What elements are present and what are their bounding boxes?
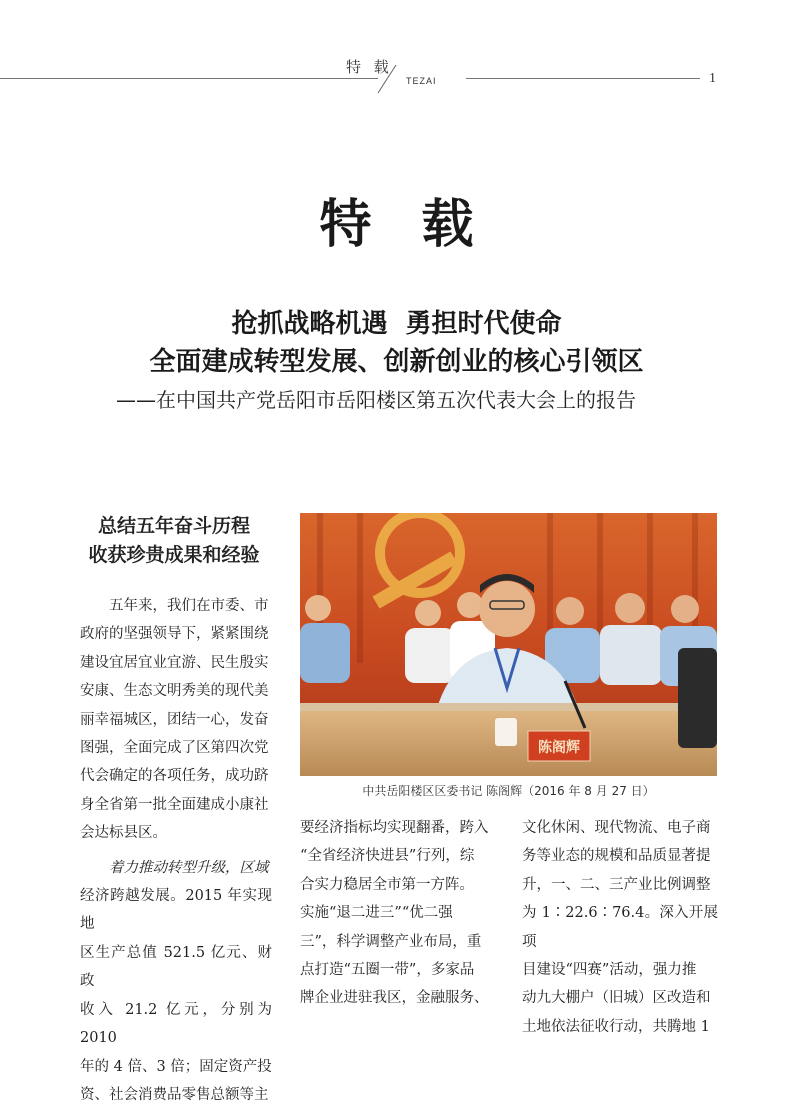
paragraph-line: 三”，科学调整产业布局，重	[300, 933, 482, 950]
paragraph-line: 务等业态的规模和品质显著提	[522, 848, 711, 865]
paragraph-lead: 着力推动转型升级，区域	[109, 859, 269, 876]
header-slash-divider	[376, 64, 398, 94]
paragraph-line: “全省经济快进县”行列，综	[300, 848, 475, 865]
running-header-english: TEZAI	[406, 76, 437, 86]
photo-caption: 中共岳阳楼区区委书记 陈阁辉（2016 年 8 月 27 日）	[362, 784, 655, 798]
paragraph-line: 身全省第一批全面建成小康社	[80, 796, 269, 813]
paragraph-line: 区生产总值 521.5 亿元、财政	[80, 944, 272, 990]
paragraph-line: 安康、生态文明秀美的现代美	[80, 683, 269, 700]
section-heading-line2: 收获珍贵成果和经验	[88, 544, 260, 566]
paragraph-line: 建设宜居宜业宜游、民生殷实	[80, 654, 269, 671]
paragraph-line: 丽幸福城区，团结一心，发奋	[80, 711, 269, 728]
body-column-2	[300, 814, 496, 1013]
nameplate-text: 陈阁辉	[538, 740, 580, 756]
paragraph-line: 会达标县区。	[80, 825, 167, 842]
paragraph-line: 为 1∶22.6∶76.4。深入开展项	[522, 905, 718, 950]
paragraph-line: 收入 21.2 亿元，分别为 2010	[80, 1001, 272, 1047]
page-title: 特载	[319, 194, 524, 255]
paragraph-line: 年的 4 倍、3 倍；固定资产投	[80, 1058, 272, 1075]
paragraph-line: 牌企业进驻我区，金融服务、	[300, 990, 489, 1007]
body-column-3	[522, 814, 718, 1041]
paragraph-line: 升，一、二、三产业比例调整	[522, 876, 711, 893]
body-column-1	[80, 592, 272, 1109]
paragraph-line: 文化休闲、现代物流、电子商	[522, 820, 711, 836]
paragraph-line: 点打造“五圈一带”，多家品	[300, 962, 475, 979]
paragraph-line: 图强，全面完成了区第四次党	[80, 740, 269, 757]
page-number: 1	[709, 71, 716, 86]
running-header-title: 特 载	[346, 58, 393, 76]
paragraph-line: 经济跨越发展。2015 年实现地	[80, 888, 272, 933]
header-rule-right	[466, 78, 700, 79]
paragraph-line: 政府的坚强领导下，紧紧围绕	[80, 626, 269, 643]
paragraph-line: 实施“退二进三”“优二强	[300, 905, 453, 922]
speaker-photo	[300, 513, 717, 776]
photo-illustration	[300, 513, 717, 776]
paragraph-line: 目建设“四赛”活动，强力推	[522, 962, 697, 979]
paragraph-line: 要经济指标均实现翻番，跨入	[300, 820, 489, 836]
paragraph-line: 五年来，我们在市委、市	[109, 598, 269, 614]
paragraph-line: 合实力稳居全市第一方阵。	[300, 876, 474, 893]
paragraph-line: 资、社会消费品零售总额等主	[80, 1086, 269, 1103]
section-heading-line1: 总结五年奋斗历程	[97, 515, 250, 537]
header-rule-left	[0, 78, 378, 79]
report-subtitle: ——在中国共产党岳阳市岳阳楼区第五次代表大会上的报告	[116, 388, 636, 412]
paragraph-line: 土地依法征收行动，共腾地 1	[522, 1018, 710, 1035]
report-title-line1: 抢抓战略机遇 勇担时代使命	[231, 309, 562, 339]
paragraph-line: 代会确定的各项任务，成功跻	[80, 768, 269, 785]
report-title-line2: 全面建成转型发展、创新创业的核心引领区	[149, 347, 644, 377]
paragraph-line: 动九大棚户（旧城）区改造和	[522, 990, 711, 1007]
